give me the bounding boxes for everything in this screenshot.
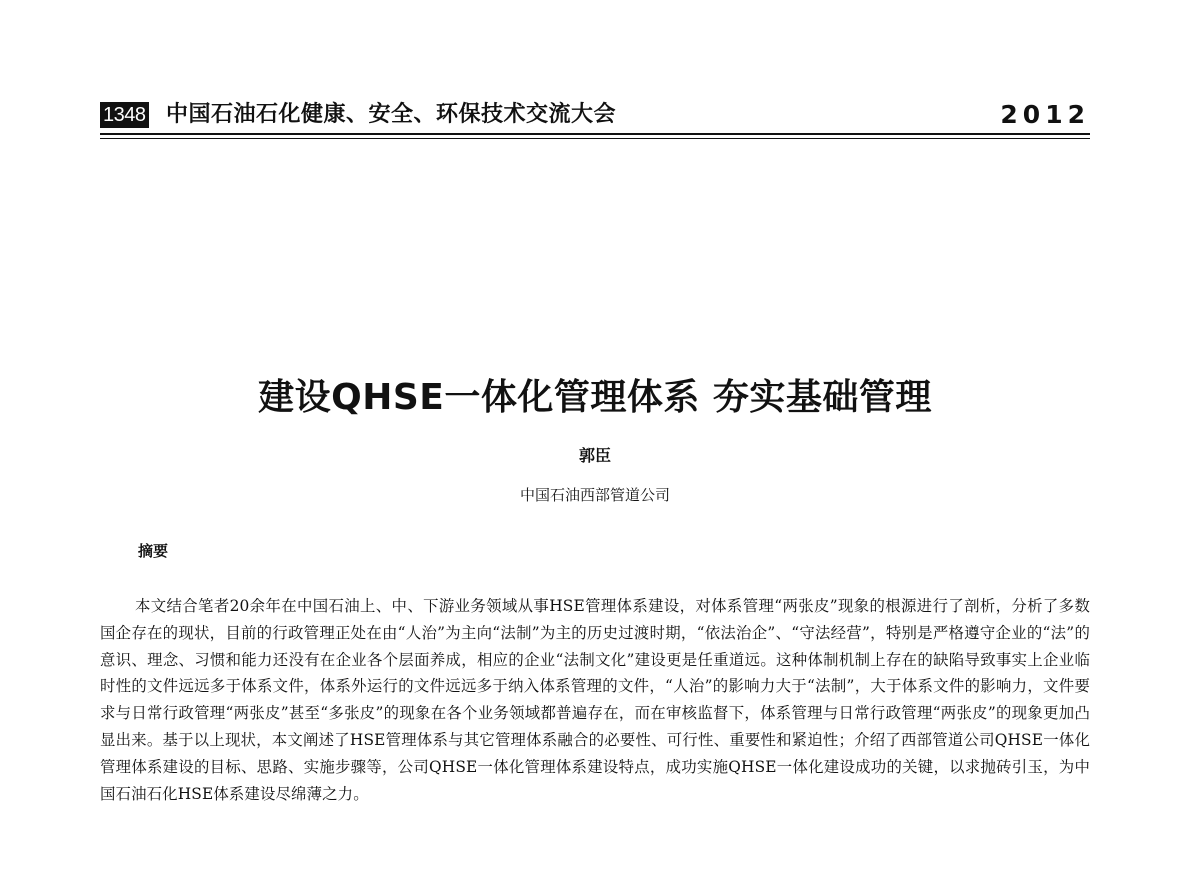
header-rule-thin	[100, 138, 1090, 139]
abstract-body: 本文结合笔者20余年在中国石油上、中、下游业务领域从事HSE管理体系建设，对体系管理“两张皮”现象的根源进行了剖析，分析了多数国企存在的现状，目前的行政管理正处在由“人治”为主向“法制”为主的历史过渡时期，“依法治企”、“守法经营”，特别是严格遵守企业的“法”的意识、理念、习惯和能力还没有在企业各个层面养成，相应的企业“法制文化”建设更是任重道远。这种体制机制上存在的缺陷导致事实上企业临时性的文件远远多于体系文件，体系外运行的文件远远多于纳入体系管理的文件，“人治”的影响力大于“法制”，大于体系文件的影响力，文件要求与日常行政管理“两张皮”甚至“多张皮”的现象在各个业务领域都普遍存在，而在审核监督下，体系管理与日常行政管理“两张皮”的现象更加凸显出来。基于以上现状，本文阐述了HSE管理体系与其它管理体系融合的必要性、可行性、重要性和紧迫性；介绍了西部管道公司QHSE一体化管理体系建设的目标、思路、实施步骤等，公司QHSE一体化管理体系建设特点，成功实施QHSE一体化建设成功的关键，以求抛砖引玉，为中国石油石化HSE体系建设尽绵薄之力。	[100, 597, 1091, 803]
page-number: 1348	[100, 102, 149, 128]
author-name: 郭臣	[578, 446, 611, 465]
conference-name: 中国石油石化健康、安全、环保技术交流大会	[166, 102, 617, 127]
publication-year: 2012	[1000, 100, 1090, 129]
abstract-heading: 摘要	[138, 542, 169, 560]
running-header	[100, 100, 1090, 134]
paper-title: 建设QHSE一体化管理体系 夯实基础管理	[258, 377, 932, 418]
author-affiliation: 中国石油西部管道公司	[519, 486, 670, 504]
header-rule-thick	[100, 133, 1090, 135]
